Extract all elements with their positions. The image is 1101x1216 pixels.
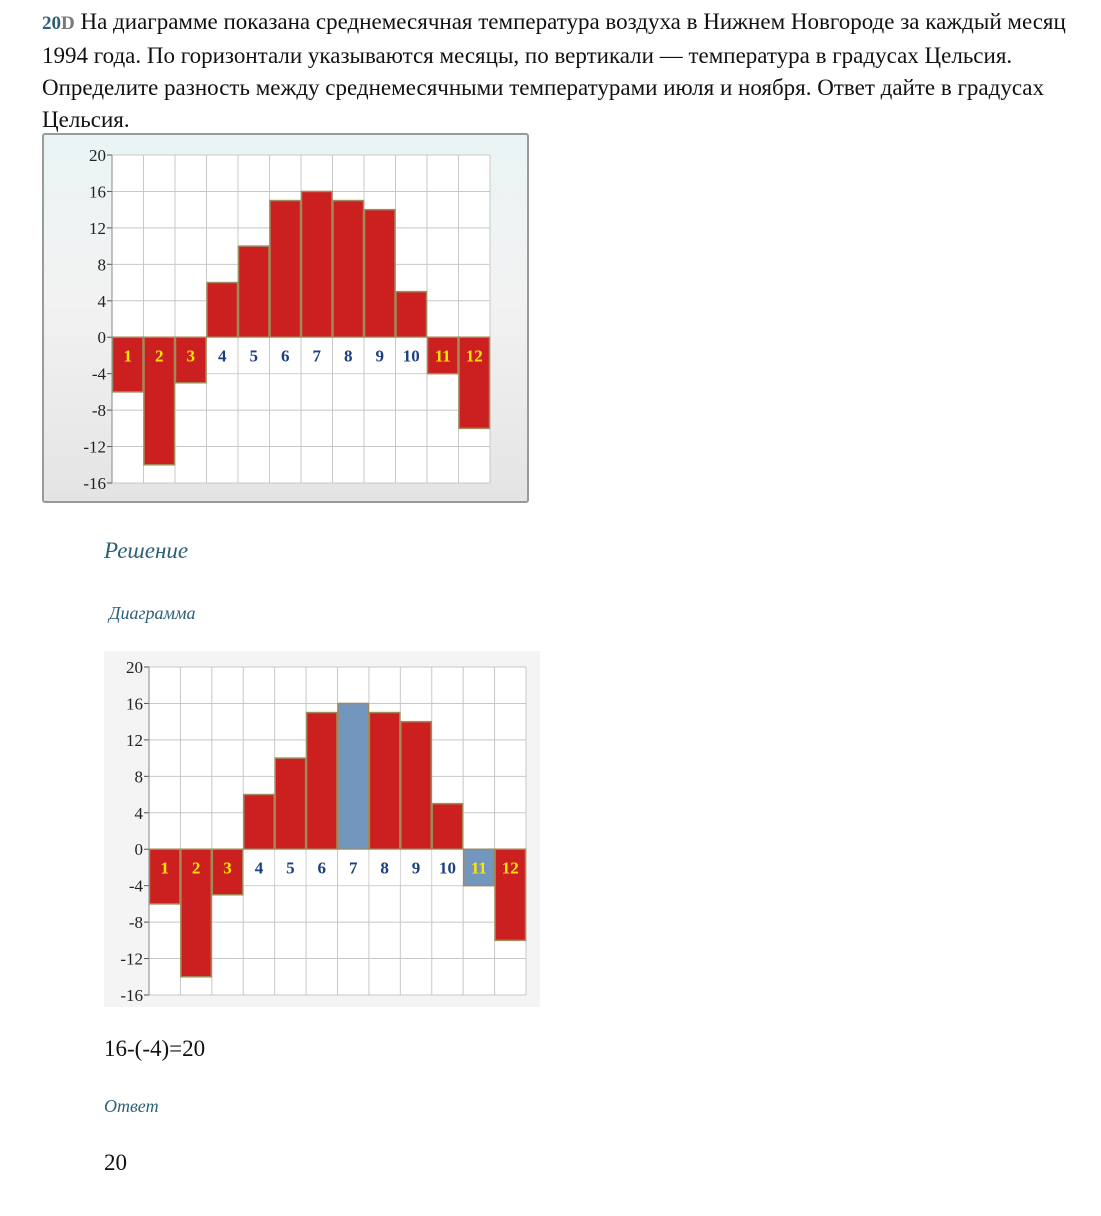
chart-1 [44,135,527,501]
bar-month-10 [396,292,427,338]
answer-heading: Ответ [104,1096,159,1116]
bar-month-10 [432,804,462,850]
y-tick-label: 16 [89,182,106,202]
y-tick-label: 8 [134,767,143,787]
bar-month-8 [333,201,364,338]
month-label-5: 5 [249,346,258,366]
answer-value: 20 [104,1150,127,1175]
month-label-10: 10 [438,858,456,878]
problem-text: На диаграмме показана среднемесячная температура воздуха в Нижнем Новгороде за каждый месяц 1994 года. По горизонтали указываются месяцы, по вертикали — температура в градусах Цельсия. Определите разность между среднемесячными температурами июля и ноября. Ответ дайте в градусах Цельсия. [42,9,1066,132]
month-label-1: 1 [123,346,132,366]
month-label-3: 3 [186,346,195,366]
month-label-2: 2 [191,858,201,878]
y-tick-label: -4 [128,876,143,896]
bar-month-5 [239,246,270,337]
month-label-8: 8 [344,346,353,366]
month-label-11: 11 [470,858,487,878]
bar-month-9 [365,210,396,338]
bar-month-4 [244,795,274,850]
chart-2 [104,651,540,1007]
month-label-2: 2 [155,346,164,366]
bar-month-6 [307,713,337,850]
month-label-12: 12 [465,346,483,366]
month-label-10: 10 [402,346,420,366]
month-label-9: 9 [411,858,421,878]
month-label-4: 4 [254,858,264,878]
y-tick-label: 8 [97,255,106,275]
y-tick-label: 20 [89,146,106,165]
month-label-6: 6 [317,858,327,878]
month-label-7: 7 [312,346,321,366]
solution-heading: Решение [104,538,189,563]
bar-month-4 [207,283,238,338]
month-label-11: 11 [434,346,451,366]
calculation-text: 16-(-4)=20 [104,1036,206,1061]
month-label-1: 1 [160,858,169,878]
chart-1-frame [42,133,529,503]
y-tick-label: 0 [134,840,143,860]
y-tick-label: -16 [120,986,143,1005]
month-label-6: 6 [281,346,290,366]
y-tick-label: -8 [128,913,143,933]
y-tick-label: -16 [83,474,106,493]
y-tick-label: 4 [134,803,143,823]
bar-month-7 [302,191,333,337]
y-tick-label: 20 [126,658,143,677]
y-tick-label: -4 [91,364,106,384]
diagram-heading: Диаграмма [109,603,196,623]
month-label-4: 4 [218,346,227,366]
problem-number: 20D [42,13,75,34]
y-tick-label: 12 [89,218,106,238]
chart-2-frame [104,651,540,1007]
month-label-8: 8 [380,858,389,878]
y-tick-label: 0 [97,328,106,348]
bar-month-6 [270,201,301,338]
month-label-5: 5 [286,858,295,878]
month-label-9: 9 [375,346,384,366]
y-tick-label: 12 [126,730,143,750]
month-label-12: 12 [501,858,519,878]
y-tick-label: 16 [126,694,143,714]
bar-month-5 [275,758,305,849]
bar-month-9 [401,722,431,850]
bar-month-7 [338,703,368,849]
problem-statement [42,6,1092,136]
month-label-3: 3 [223,858,232,878]
bar-month-8 [369,713,399,850]
y-tick-label: -8 [91,401,106,421]
y-tick-label: -12 [120,949,143,969]
y-tick-label: -12 [83,437,106,457]
month-label-7: 7 [348,858,358,878]
y-tick-label: 4 [97,291,106,311]
